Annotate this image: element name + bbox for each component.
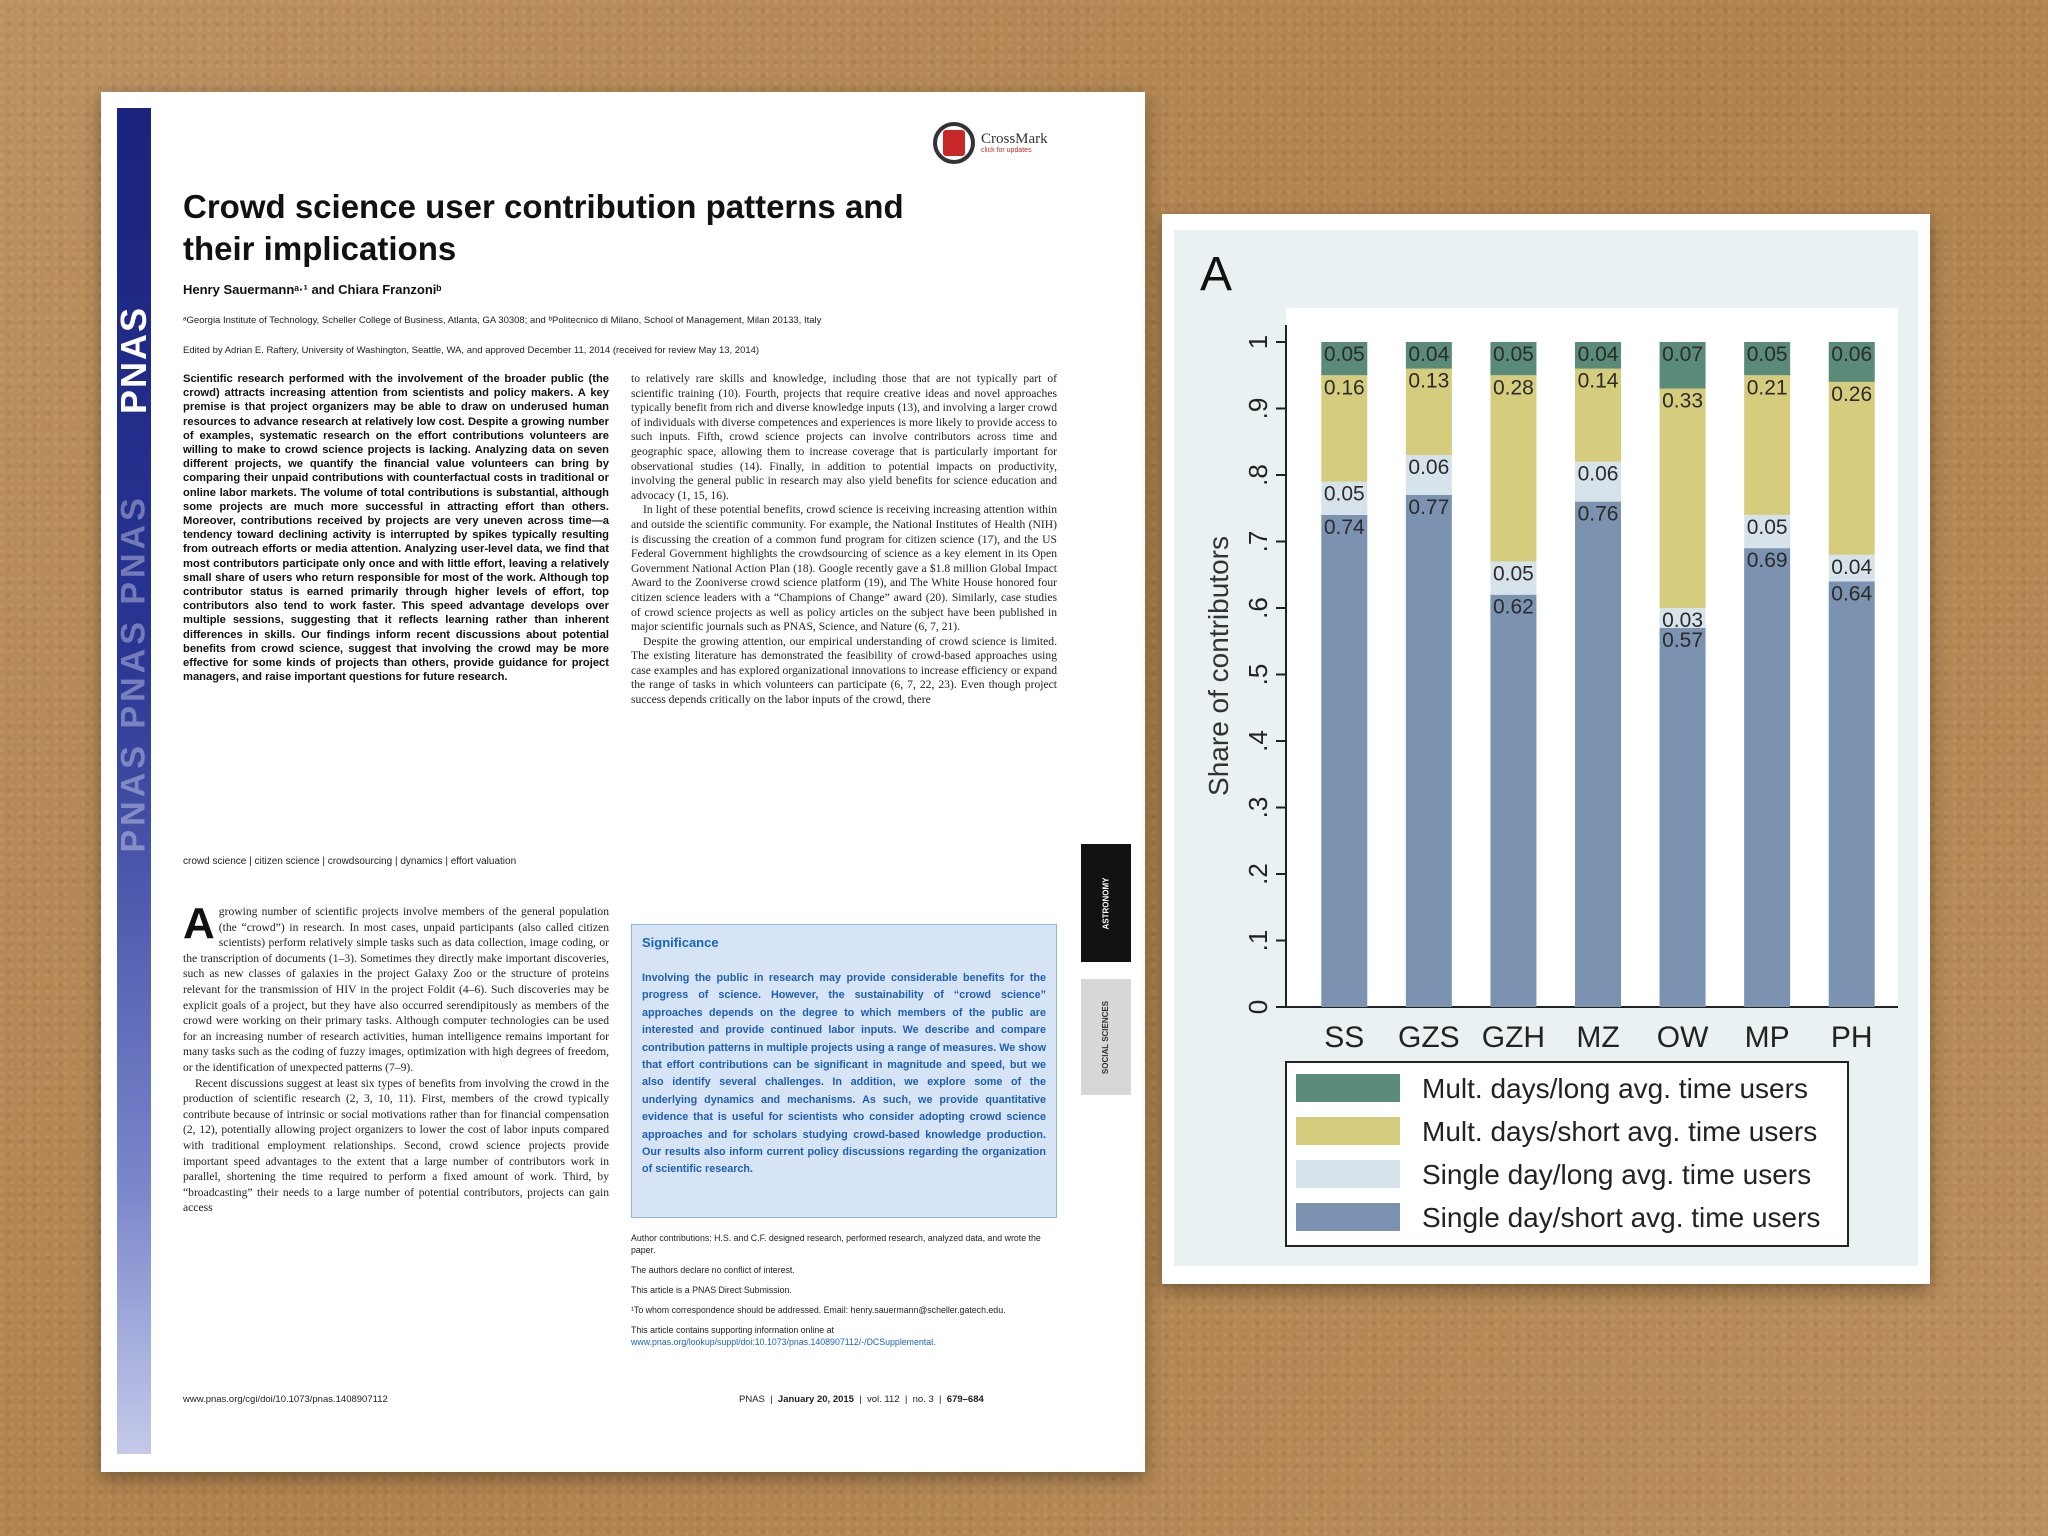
paper-page bbox=[101, 92, 1145, 1472]
footnote-correspondence: ¹To whom correspondence should be addressed. Email: henry.sauermann@scheller.gatech.edu. bbox=[631, 1305, 1006, 1315]
data-label: 0.33 bbox=[1662, 389, 1704, 413]
stacked-bar-chart bbox=[1174, 230, 1918, 1266]
legend-swatch bbox=[1296, 1074, 1400, 1102]
legend-entry: Single day/long avg. time users bbox=[1422, 1159, 1812, 1190]
crossmark-icon bbox=[933, 122, 975, 164]
bar-segment bbox=[1660, 389, 1706, 608]
significance-text: Involving the public in research may provide considerable benefits for the progress of science. However, the sustainability of “crowd science” approaches depends on the degree to which members of the public are interested and provide continued labor inputs. We describe and compare contribution patterns in multiple projects using a range of measures. We show that effort contributions can be significant in magnitude and speed, but we also identify several challenges. In addition, we explore some of the underlying dynamics and mechanisms. As such, we provide quantitative evidence that is useful for scientists who consider adopting crowd science approaches and for scholars studying crowd-based knowledge production. Our results also inform current policy discussions regarding the organization of scientific research. bbox=[642, 972, 1046, 1176]
legend-swatch bbox=[1296, 1117, 1400, 1145]
legend-swatch bbox=[1296, 1203, 1400, 1231]
data-label: 0.05 bbox=[1323, 482, 1365, 506]
data-label: 0.77 bbox=[1408, 495, 1450, 519]
body-paragraph: In light of these potential benefits, crowd science is receiving increasing attention within and outside the scientific community. For example, the National Institutes of Health (NIH) is discussing the creation of a common fund program for citizen science (17), and the US Federal Government highlights the crowdsourcing of science as a key element in its Open Government National Action Plan (18). Google recently gave a $1.8 million Global Impact Award to the Zooniverse crowd science platform (19), and The White House honored four citizen science leaders with a “Champions of Change” award (20). Similarly, case studies of crowd science projects as well as policy articles on the subject have been published in major scientific journals such as PNAS, Science, and Nature (6, 7, 21). bbox=[631, 503, 1057, 634]
data-label: 0.76 bbox=[1577, 502, 1619, 526]
legend-entry: Mult. days/short avg. time users bbox=[1422, 1116, 1818, 1147]
data-label: 0.69 bbox=[1746, 549, 1788, 573]
paper-abstract: Scientific research performed with the involvement of the broader public (the crowd) attracts increasing attention from scientists and policy makers. A key premise is that project organizers may be able to draw on underused human resources to advance research at relatively low cost. Despite a growing number of examples, systematic research on the effort contributions volunteers are willing to make to crowd science projects is lacking. Analyzing data on seven different projects, we quantify the financial value volunteers can bring by comparing their unpaid contributions with counterfactual costs in traditional or online labor markets. The volume of total contributions is substantial, although some projects are much more successful in attracting effort than others. Moreover, contributions received by projects are very uneven across time—a tendency toward declining activity is interrupted by spikes typically resulting from outreach efforts or media attention. Analyzing user-level data, we find that most contributors participate only once and with little effort, leaving a relatively small share of users who return responsible for most of the work. Although top contributor status is earned primarily through higher levels of effort, top contributors also tend to work faster. This speed advantage develops over multiple sessions, suggesting that it reflects learning rather than inherent differences in skills. Our findings inform recent discussions about potential benefits from crowd science, suggest that involving the crowd may be more effective for some kinds of projects than others, provide guidance for project managers, and raise important questions for future research. bbox=[183, 373, 609, 684]
body-left-column bbox=[183, 899, 609, 1216]
bar-segment bbox=[1321, 515, 1367, 1007]
data-label: 0.64 bbox=[1831, 582, 1873, 606]
data-label: 0.05 bbox=[1492, 562, 1534, 586]
paper-authors: Henry Sauermannᵃ·¹ and Chiara Franzoniᵇ bbox=[183, 282, 442, 297]
y-tick-label: .9 bbox=[1243, 397, 1273, 420]
crossmark-badge[interactable] bbox=[933, 122, 1048, 164]
drop-cap: A bbox=[183, 899, 215, 948]
figure-panel bbox=[1174, 230, 1918, 1266]
crossmark-sublabel: click for updates bbox=[981, 147, 1032, 154]
data-label: 0.62 bbox=[1492, 595, 1534, 619]
data-label: 0.06 bbox=[1408, 456, 1450, 480]
body-paragraph: to relatively rare skills and knowledge, including those that are not typically part of scientific training (10). Fourth, projects that require creative ideas and novel approaches typically benefit from rich and diverse knowledge inputs (13), and involving a larger crowd of individuals with diverse competences and experiences is more likely to provide access to such inputs. Fifth, crowd science projects can involve contributors across time and geographic space, allowing them to increase coverage that is particularly important for observational studies (14). Finally, in addition to potential impacts on productivity, involving the general public in research may also yield benefits for science education and advocacy (1, 15, 16). bbox=[631, 372, 1057, 502]
data-label: 0.57 bbox=[1662, 628, 1704, 652]
paper-title: Crowd science user contribution patterns and their implications bbox=[183, 188, 904, 267]
footnote-support-text: This article contains supporting information online at bbox=[631, 1325, 834, 1335]
paper-affiliations: ᵃGeorgia Institute of Technology, Scheller College of Business, Atlanta, GA 30308; and ᵇPolitecnico di Milano, School of Management, Milan 20133, Italy bbox=[183, 315, 822, 326]
data-label: 0.06 bbox=[1577, 462, 1619, 486]
legend-entry: Single day/short avg. time users bbox=[1422, 1202, 1821, 1233]
footer-issue: no. 3 bbox=[912, 1394, 934, 1405]
y-axis-label: Share of contributors bbox=[1203, 536, 1234, 796]
pnas-watermark: PNAS PNAS PNAS bbox=[114, 494, 153, 853]
significance-box bbox=[631, 924, 1057, 1218]
data-label: 0.05 bbox=[1746, 343, 1788, 366]
paper-edited-by: Edited by Adrian E. Raftery, University of Washington, Seattle, WA, and approved December 11, 2014 (received for review May 13, 2014) bbox=[183, 345, 760, 356]
x-tick-label: PH bbox=[1830, 1021, 1873, 1054]
bar-segment bbox=[1575, 502, 1621, 1007]
y-tick-label: .6 bbox=[1243, 597, 1273, 619]
legend-entry: Mult. days/long avg. time users bbox=[1422, 1073, 1808, 1104]
footer-doi[interactable]: www.pnas.org/cgi/doi/10.1073/pnas.1408907112 bbox=[183, 1394, 388, 1405]
footnote-supporting-info bbox=[631, 1324, 1057, 1348]
x-tick-label: MZ bbox=[1576, 1021, 1620, 1054]
y-tick-label: .1 bbox=[1243, 929, 1273, 952]
significance-title: Significance bbox=[642, 935, 719, 950]
data-label: 0.26 bbox=[1831, 382, 1873, 406]
footer-pages: 679–684 bbox=[946, 1394, 984, 1405]
bar-segment bbox=[1660, 628, 1706, 1007]
y-tick-label: .7 bbox=[1243, 530, 1273, 553]
section-tag-social-label: SOCIAL SCIENCES bbox=[1101, 1000, 1111, 1074]
x-tick-label: SS bbox=[1324, 1021, 1365, 1054]
footnote-direct-submission: This article is a PNAS Direct Submission. bbox=[631, 1285, 792, 1295]
data-label: 0.07 bbox=[1662, 343, 1704, 366]
legend-swatch bbox=[1296, 1160, 1400, 1188]
data-label: 0.04 bbox=[1831, 555, 1873, 579]
y-tick-label: .2 bbox=[1243, 863, 1273, 885]
data-label: 0.28 bbox=[1492, 376, 1534, 400]
footer-date: January 20, 2015 bbox=[777, 1394, 854, 1405]
x-tick-label: GZS bbox=[1398, 1021, 1460, 1054]
data-label: 0.04 bbox=[1577, 343, 1619, 366]
supplemental-link[interactable]: www.pnas.org/lookup/suppl/doi:10.1073/pnas.1408907112/-/DCSupplemental. bbox=[631, 1337, 936, 1347]
data-label: 0.16 bbox=[1323, 376, 1365, 400]
x-tick-label: OW bbox=[1656, 1021, 1709, 1054]
data-label: 0.03 bbox=[1662, 609, 1704, 632]
section-tag-astronomy-label: ASTRONOMY bbox=[1101, 877, 1111, 929]
section-tag-astronomy bbox=[1081, 844, 1131, 962]
figure-card bbox=[1162, 214, 1930, 1284]
body-paragraph: Despite the growing attention, our empirical understanding of crowd science is limited. The existing literature has demonstrated the feasibility of crowd-based approaches using case examples and has explored organizational innovations to increase efficiency or expand the range of tasks in which volunteers can participate (6, 7, 22, 23). Even though project success depends critically on the labor inputs of the crowd, there bbox=[631, 634, 1057, 707]
crossmark-label: CrossMark bbox=[981, 131, 1048, 147]
footer-journal: PNAS bbox=[739, 1394, 765, 1405]
bar-segment bbox=[1829, 382, 1875, 555]
section-tag-social-sciences bbox=[1081, 979, 1131, 1095]
y-tick-label: 0 bbox=[1243, 999, 1273, 1015]
body-paragraph: Recent discussions suggest at least six types of benefits from involving the crowd in the production of scientific research (2, 3, 10, 11). First, members of the crowd typically contribute because of intrinsic or social motivations rather than for financial compensation (2, 12), potentially allowing project organizers to lower the cost of labor inputs compared with traditional employment relationships. Second, crowd science projects provide important speed advantages to the extent that a large number of contributors work in parallel, shortening the time required to perform a fixed amount of work. Third, by “broadcasting” their needs to a large number of potential contributors, projects can gain access bbox=[183, 1076, 609, 1215]
data-label: 0.05 bbox=[1492, 343, 1534, 366]
bar-segment bbox=[1744, 548, 1790, 1007]
footer-citation: PNAS | January 20, 2015 | vol. 112 | no. 3 | 679–684 bbox=[739, 1394, 984, 1405]
paper-keywords: crowd science | citizen science | crowdsourcing | dynamics | effort valuation bbox=[183, 856, 517, 867]
x-tick-label: GZH bbox=[1481, 1021, 1546, 1054]
bar-segment bbox=[1406, 495, 1452, 1007]
bar-segment bbox=[1490, 375, 1536, 561]
data-label: 0.05 bbox=[1323, 343, 1365, 366]
pnas-logo: PNAS bbox=[113, 305, 154, 414]
data-label: 0.14 bbox=[1577, 369, 1619, 393]
data-label: 0.74 bbox=[1323, 515, 1365, 539]
data-label: 0.21 bbox=[1746, 376, 1788, 400]
bar-segment bbox=[1829, 581, 1875, 1007]
data-label: 0.06 bbox=[1831, 343, 1873, 366]
y-tick-label: .5 bbox=[1243, 663, 1273, 686]
y-tick-label: .3 bbox=[1243, 796, 1273, 819]
y-tick-label: .4 bbox=[1243, 730, 1273, 752]
y-tick-label: .8 bbox=[1243, 464, 1273, 486]
body-paragraph: growing number of scientific projects involve members of the general population (the “crowd”) in research. In most cases, unpaid participants (also called citizen scientists) perform relatively simple tasks such as data collection, image coding, or the transcription of documents (1–3). Sometimes they directly make important discoveries, such as new classes of galaxies in the project Galaxy Zoo or the structure of proteins relevant for the transmission of HIV in the project Foldit (4–6). Such discoveries may be explicit goals of a project, but they have also occurred serendipitously as members of the crowd were working on their primary tasks. Although computer technologies can be used for an increasing number of research activities, human intelligence remains important for many tasks such as the coding of fuzzy images, optimization with high degrees of freedom, or the identification of unexpected patterns (7–9). bbox=[183, 905, 609, 1074]
footnotes bbox=[631, 1232, 1057, 1356]
data-label: 0.05 bbox=[1746, 515, 1788, 539]
x-tick-label: MP bbox=[1744, 1021, 1790, 1054]
footnote-conflict: The authors declare no conflict of interest. bbox=[631, 1265, 795, 1275]
footnote-contributions: Author contributions: H.S. and C.F. designed research, performed research, analyzed data, and wrote the paper. bbox=[631, 1233, 1041, 1255]
data-label: 0.04 bbox=[1408, 343, 1450, 366]
data-label: 0.13 bbox=[1408, 369, 1450, 393]
bar-segment bbox=[1490, 595, 1536, 1007]
footer-volume: vol. 112 bbox=[867, 1394, 900, 1405]
body-right-column bbox=[631, 372, 1057, 708]
y-tick-label: 1 bbox=[1243, 334, 1273, 350]
panel-label: A bbox=[1200, 248, 1233, 301]
pnas-sidebar bbox=[113, 108, 154, 1454]
